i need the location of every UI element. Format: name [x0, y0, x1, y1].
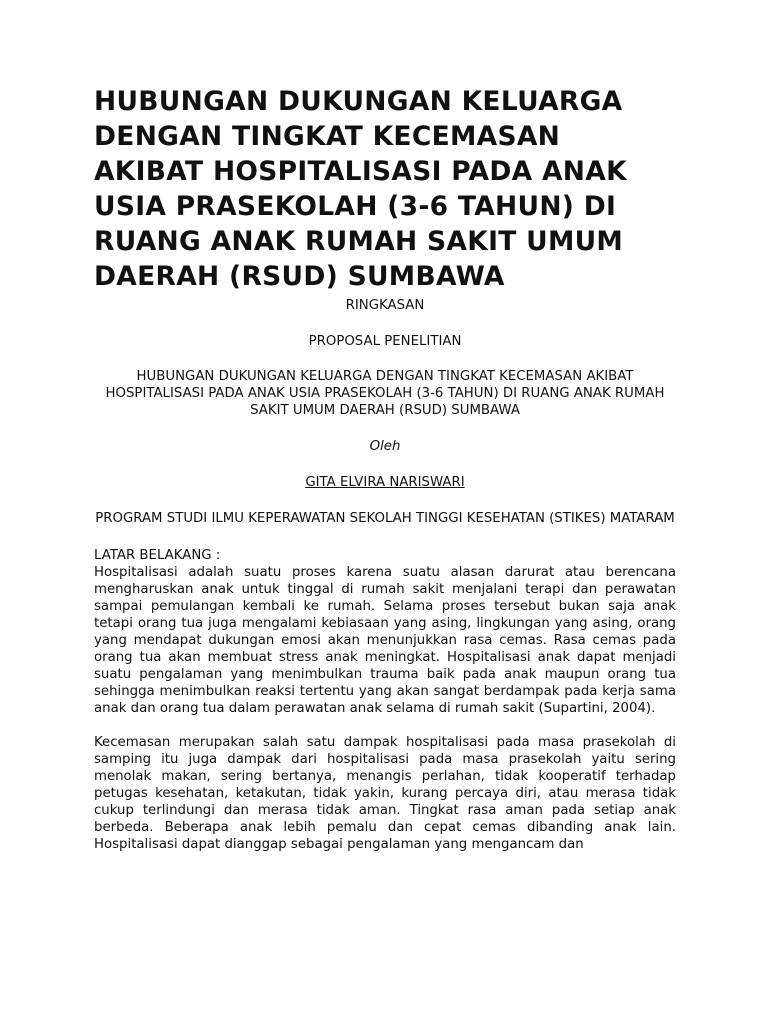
body-paragraph-2: Kecemasan merupakan salah satu dampak hospitalisasi pada masa prasekolah di samping itu juga dampak dari hospitalisasi pada masa prasekolah yaitu sering menolak makan, sering bertanya, menangis perlahan, tidak kooperatif terhadap petugas kesehatan, ketakutan, tidak yakin, kurang percaya diri, atau merasa tidak cukup terlindungi dan merasa tidak aman. Tingkat rasa aman pada setiap anak berbeda. Beberapa anak lebih pemalu dan cepat cemas dibanding anak lain. Hospitalisasi dapat dianggap sebagai pengalaman yang mengancam dan	[94, 735, 676, 852]
body-paragraph-1: Hospitalisasi adalah suatu proses karena suatu alasan darurat atau berencana mengharuskan anak untuk tinggal di rumah sakit menjalani terapi dan perawatan sampai pemulangan kembali ke rumah. Selama proses tersebut bukan saja anak tetapi orang tua juga mengalami kebiasaan yang asing, lingkungan yang asing, orang yang mendapat dukungan emosi akan menunjukkan rasa cemas. Rasa cemas pada orang tua akan membuat stress anak meningkat. Hospitalisasi anak dapat menjadi suatu pengalaman yang menimbulkan trauma baik pada anak maupun orang tua sehingga menimbulkan reaksi tertentu yang akan sangat berdampak pada kerja sama anak dan orang tua dalam perawatan anak selama di rumah sakit (Supartini, 2004).	[94, 565, 676, 716]
author-block	[94, 474, 676, 491]
proposal-title: HUBUNGAN DUKUNGAN KELUARGA DENGAN TINGKAT KECEMASAN AKIBAT HOSPITALISASI PADA ANAK USIA PRASEKOLAH (3-6 TAHUN) DI RUANG ANAK RUMAH SAKIT UMUM DAERAH (RSUD) SUMBAWA	[105, 369, 665, 418]
document-page	[94, 84, 676, 853]
section-heading: LATAR BELAKANG :	[94, 548, 221, 563]
ringkasan-label: RINGKASAN	[345, 298, 425, 313]
program-name: PROGRAM STUDI ILMU KEPERAWATAN SEKOLAH TINGGI KESEHATAN (STIKES) MATARAM	[95, 511, 675, 526]
oleh-label: Oleh	[369, 439, 401, 454]
document-title: HUBUNGAN DUKUNGAN KELUARGA DENGAN TINGKAT KECEMASAN AKIBAT HOSPITALISASI PADA ANAK USIA PRASEKOLAH (3-6 TAHUN) DI RUANG ANAK RUMAH SAKIT UMUM DAERAH (RSUD) SUMBAWA	[94, 86, 627, 292]
proposal-label: PROPOSAL PENELITIAN	[308, 334, 462, 349]
author-name: GITA ELVIRA NARISWARI	[305, 475, 465, 490]
